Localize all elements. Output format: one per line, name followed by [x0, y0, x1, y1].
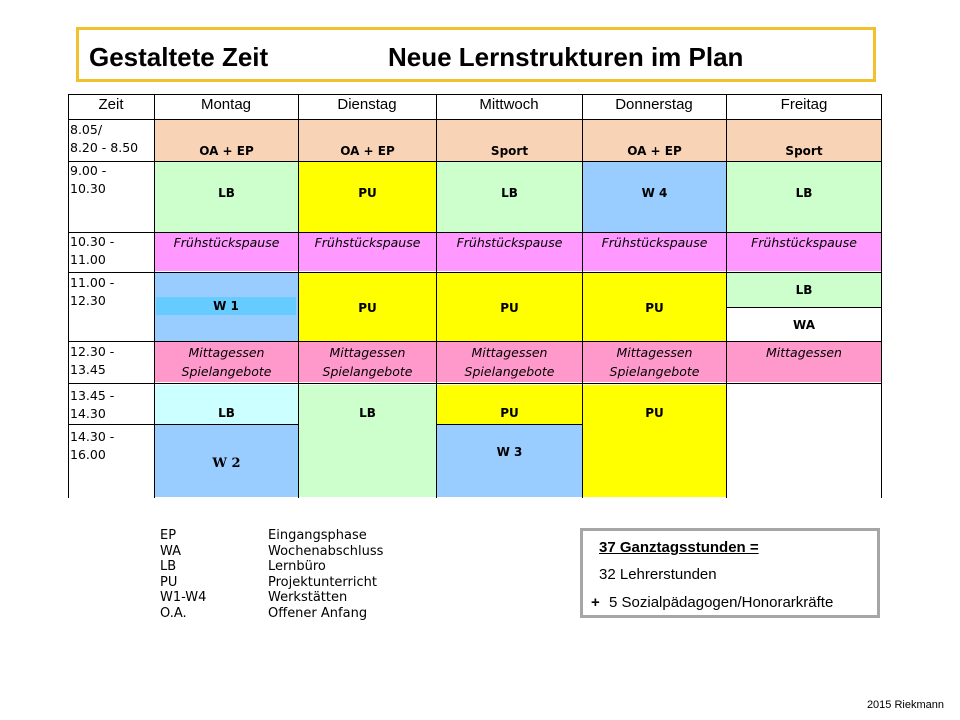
grid-line [726, 307, 882, 308]
donnerstag-spielangebote: Spielangebote [609, 364, 700, 379]
dienstag-oa-ep: OA + EP [299, 120, 436, 161]
legend-desc: Lernbüro [268, 559, 326, 574]
montag-w2: W 2 [155, 425, 298, 497]
grid-line [68, 424, 299, 425]
dienstag-pu-1: PU [299, 162, 436, 232]
grid-line [298, 94, 299, 498]
legend-desc: Wochenabschluss [268, 543, 384, 559]
time-slot-2-end: 10.30 [70, 181, 106, 196]
mittwoch-fruehstueck: Frühstückspause [437, 233, 582, 271]
donnerstag-fruehstueck: Frühstückspause [583, 233, 726, 271]
mittwoch-sport: Sport [437, 120, 582, 161]
time-slot-5-end: 13.45 [70, 362, 106, 377]
donnerstag-w4: W 4 [583, 162, 726, 232]
freitag-mittagessen: Mittagessen [766, 345, 842, 360]
time-slot-1-start: 8.05/ [70, 122, 103, 137]
time-slot-5-start: 12.30 - [70, 344, 115, 359]
title-left: Gestaltete Zeit [89, 42, 269, 72]
mittwoch-pu-3: PU [437, 385, 582, 424]
header-freitag: Freitag [780, 96, 828, 113]
grid-line [68, 232, 882, 233]
freitag-mittag [727, 342, 881, 382]
legend-desc: Offener Anfang [268, 605, 368, 621]
legend-abbr: O.A. [160, 605, 187, 621]
legend-desc: Eingangsphase [268, 528, 367, 543]
freitag-lb-1: LB [727, 162, 881, 232]
donnerstag-pu-2: PU [583, 273, 726, 341]
grid-line [726, 94, 727, 498]
freitag-empty [727, 385, 881, 497]
grid-line [68, 341, 882, 342]
time-slot-1 [68, 121, 154, 161]
summary-teachers: 32 Lehrerstunden [599, 566, 717, 583]
time-slot-6 [68, 387, 154, 425]
time-slot-2 [68, 162, 154, 232]
summary-box [580, 528, 880, 618]
grid-line [436, 94, 437, 498]
donnerstag-mittagessen: Mittagessen [616, 345, 693, 360]
donnerstag-mittag [583, 342, 726, 382]
montag-mittag [155, 342, 298, 382]
time-slot-1-end: 8.20 - 8.50 [70, 140, 139, 155]
montag-fruehstueck: Frühstückspause [155, 233, 298, 271]
grid-line [881, 94, 882, 498]
grid-line [582, 94, 583, 498]
mittwoch-mittagessen: Mittagessen [471, 345, 548, 360]
time-slot-7 [68, 428, 154, 466]
montag-spielangebote: Spielangebote [181, 364, 272, 379]
header-montag: Montag [200, 96, 252, 113]
montag-oa-ep: OA + EP [155, 120, 298, 161]
legend-abbr: LB [160, 559, 177, 574]
mittwoch-lb-1: LB [437, 162, 582, 232]
dienstag-pu-2: PU [299, 273, 436, 341]
time-slot-6-end: 14.30 [70, 406, 106, 421]
legend-abbr: WA [160, 543, 182, 559]
time-slot-7-start: 14.30 - [70, 429, 115, 444]
grid-line [436, 424, 582, 425]
montag-lb-2: LB [155, 385, 298, 424]
header-mittwoch: Mittwoch [479, 96, 539, 113]
freitag-wa: WA [727, 308, 881, 341]
grid-line [68, 383, 882, 384]
mittwoch-w3: W 3 [437, 425, 582, 497]
montag-w1: W 1 [156, 297, 296, 315]
grid-line [68, 94, 882, 95]
grid-line [68, 272, 882, 273]
header-dienstag: Dienstag [337, 96, 397, 113]
grid-line [68, 119, 882, 120]
freitag-sport: Sport [727, 120, 881, 161]
time-slot-3 [68, 233, 154, 271]
legend-abbr: PU [160, 574, 178, 590]
mittwoch-pu-2: PU [437, 273, 582, 341]
grid-line [68, 94, 69, 498]
freitag-lb-2: LB [727, 273, 881, 307]
legend-abbr: EP [160, 528, 177, 543]
legend-desc: Werkstätten [268, 590, 348, 605]
mittwoch-mittag [437, 342, 582, 382]
summary-plus: + [591, 594, 600, 611]
time-slot-4-start: 11.00 - [70, 275, 115, 290]
grid-line [68, 161, 882, 162]
dienstag-spielangebote: Spielangebote [322, 364, 413, 379]
donnerstag-oa-ep: OA + EP [583, 120, 726, 161]
dienstag-fruehstueck: Frühstückspause [299, 233, 436, 271]
dienstag-lb-2: LB [299, 385, 436, 497]
summary-total: 37 Ganztagsstunden = [599, 539, 759, 556]
donnerstag-pu-3: PU [583, 385, 726, 497]
title-right: Neue Lernstrukturen im Plan [388, 42, 744, 72]
time-slot-6-start: 13.45 - [70, 388, 115, 403]
mittwoch-spielangebote: Spielangebote [464, 364, 555, 379]
freitag-fruehstueck: Frühstückspause [727, 233, 881, 271]
time-slot-4 [68, 274, 154, 340]
dienstag-mittag [299, 342, 436, 382]
montag-mittagessen: Mittagessen [188, 345, 265, 360]
time-slot-5 [68, 343, 154, 381]
time-slot-3-end: 11.00 [70, 252, 106, 267]
footer-credit: 2015 Riekmann [866, 699, 944, 711]
time-slot-2-start: 9.00 - [70, 163, 107, 178]
time-slot-4-end: 12.30 [70, 293, 106, 308]
montag-w1-block [155, 273, 298, 341]
dienstag-mittagessen: Mittagessen [329, 345, 406, 360]
header-zeit: Zeit [98, 96, 124, 113]
grid-line [154, 94, 155, 498]
legend-desc: Projektunterricht [268, 574, 377, 590]
summary-social: 5 Sozialpädagogen/Honorarkräfte [609, 594, 834, 611]
time-slot-7-end: 16.00 [70, 447, 106, 462]
time-slot-3-start: 10.30 - [70, 234, 115, 249]
header-donnerstag: Donnerstag [615, 96, 693, 113]
legend-abbr: W1-W4 [160, 590, 207, 605]
montag-lb-1: LB [155, 162, 298, 232]
